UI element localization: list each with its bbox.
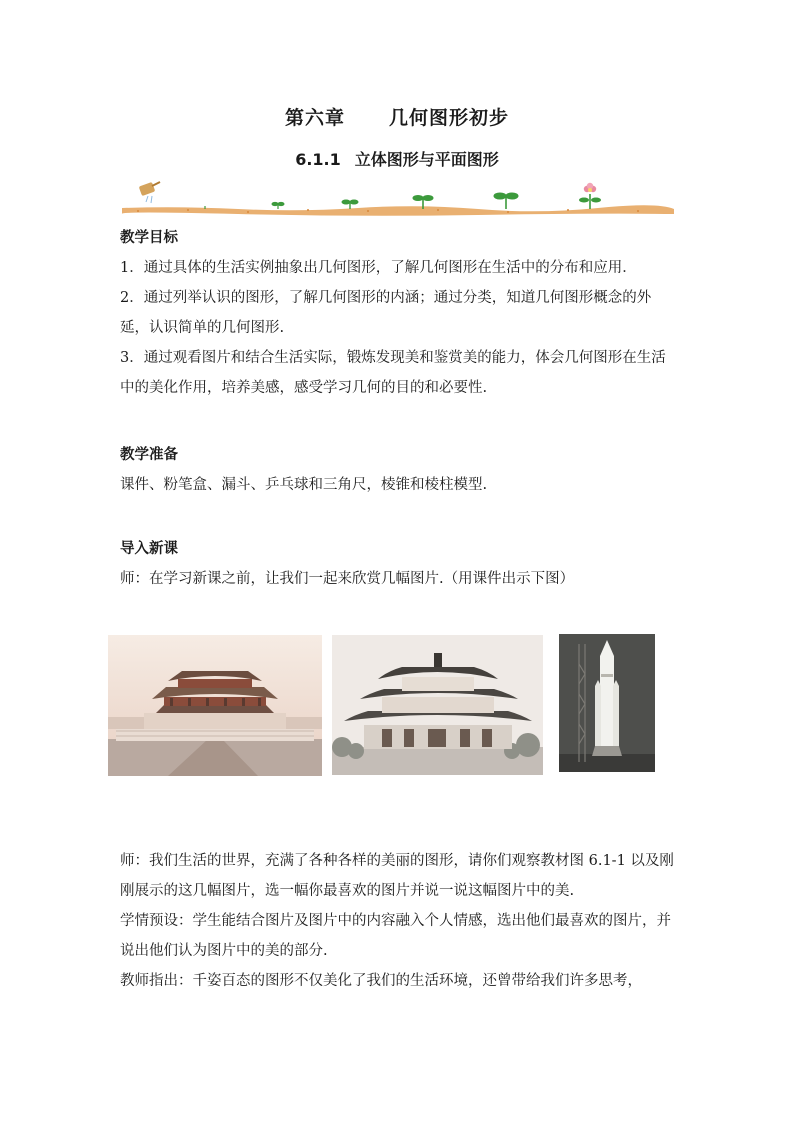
chapter-name: 几何图形初步 bbox=[389, 107, 510, 129]
chapter-title bbox=[0, 103, 794, 130]
discussion-section bbox=[120, 846, 680, 996]
sprout-icon bbox=[272, 202, 284, 209]
objectives-section bbox=[120, 223, 680, 403]
discussion-paragraph: 教师指出：千姿百态的图形不仅美化了我们的生活环境，还曾带给我们许多思考， bbox=[120, 973, 642, 989]
discussion-paragraph: 学情预设：学生能结合图片及图片中的内容融入个人情感，选出他们最喜欢的图片，并说出他们认为图片中的美的部分. bbox=[120, 913, 671, 959]
sprout-icon bbox=[342, 200, 358, 209]
intro-text: 师：在学习新课之前，让我们一起来欣赏几幅图片.（用课件出示下图） bbox=[120, 571, 575, 587]
chapter-number: 第六章 bbox=[284, 107, 345, 129]
decorative-divider bbox=[118, 180, 678, 220]
objectives-heading: 教学目标 bbox=[120, 230, 178, 246]
objective-item: 3．通过观看图片和结合生活实际，锻炼发现美和鉴赏美的能力，体会几何图形在生活中的美化作用，培养美感，感受学习几何的目的和必要性. bbox=[120, 350, 666, 396]
flower-icon bbox=[579, 183, 601, 209]
watering-can-icon bbox=[139, 182, 160, 203]
discussion-paragraph: 师：我们生活的世界，充满了各种各样的美丽的图形，请你们观察教材图 6.1-1 以及刚刚展示的这几幅图片，选一幅你最喜欢的图片并说一说这幅图片中的美. bbox=[120, 853, 674, 899]
section-name: 立体图形与平面图形 bbox=[354, 150, 499, 169]
palace-photo bbox=[108, 635, 322, 776]
sprout-icon bbox=[494, 193, 518, 209]
preparation-text: 课件、粉笔盒、漏斗、乒乓球和三角尺，棱锥和棱柱模型. bbox=[120, 477, 488, 493]
preparation-section bbox=[120, 440, 680, 500]
rocket-photo bbox=[559, 634, 655, 772]
objective-item: 2．通过列举认识的图形，了解几何图形的内涵；通过分类，知道几何图形概念的外延，认识简单的几何图形. bbox=[120, 290, 652, 336]
section-title bbox=[0, 147, 794, 170]
preparation-heading: 教学准备 bbox=[120, 447, 178, 463]
intro-section bbox=[120, 534, 680, 594]
tower-photo bbox=[332, 635, 543, 775]
objective-item: 1．通过具体的生活实例抽象出几何图形，了解几何图形在生活中的分布和应用． bbox=[120, 260, 637, 276]
section-number: 6.1.1 bbox=[295, 150, 341, 169]
intro-heading: 导入新课 bbox=[120, 541, 178, 557]
